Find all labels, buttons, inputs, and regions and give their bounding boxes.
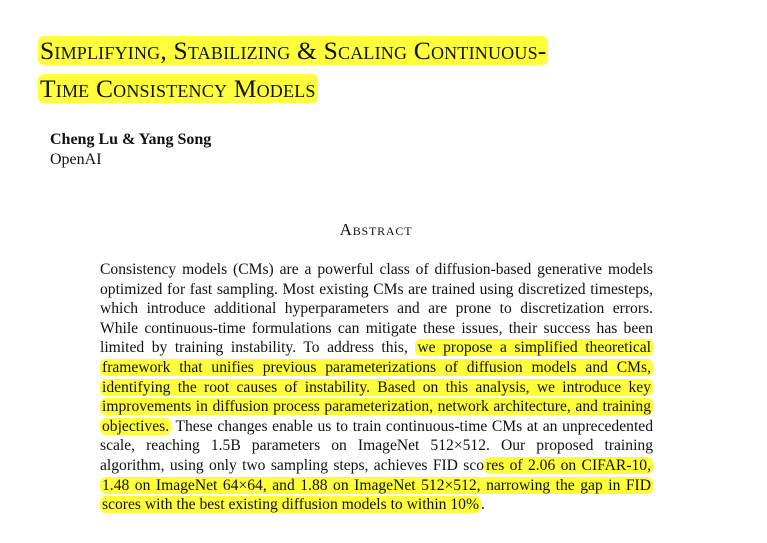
abstract-text-3: . bbox=[480, 496, 485, 514]
title-line-2: Time Consistency Models bbox=[40, 74, 316, 103]
author-affiliation: OpenAI bbox=[50, 151, 102, 168]
abstract-text-2: These changes enable us to train continuous-time CMs at an unprecedented scale, reaching 1.5B parameters on ImageNet 512×512. Our proposed training algorithm, using only two sampling steps, achieves FID sco bbox=[100, 417, 653, 474]
author-names: Cheng Lu & Yang Song bbox=[50, 131, 212, 148]
abstract-text-1: Consistency models (CMs) are a powerful class of diffusion-based generative models optimized for fast sampling. Most existing CMs are trained using discretized timesteps, which introduce additional hyperparameters and are prone to discretization errors. While continuous-time formulations can mitigate these issues, their success has been limited by training instability. To address this, bbox=[100, 261, 653, 357]
paper-title bbox=[38, 32, 758, 108]
abstract-heading: Abstract bbox=[339, 220, 413, 239]
abstract-highlight-1: we propose a simplified theoretical framework that unifies previous parameterizations of diffusion models and CMs, identifying the root causes of instability. Based on this analysis, we introduce key improvements in diffusion process parameterization, network architecture, and training objectives. bbox=[102, 339, 651, 435]
abstract-highlight-2: res of 2.06 on CIFAR-10, 1.48 on ImageNet 64×64, and 1.88 on ImageNet 512×512, narrowing the gap in FID scores with the best existing diffusion models to within 10% bbox=[102, 456, 652, 514]
abstract-body bbox=[100, 260, 653, 515]
title-line-1: Simplifying, Stabilizing & Scaling Continuous- bbox=[40, 36, 547, 65]
